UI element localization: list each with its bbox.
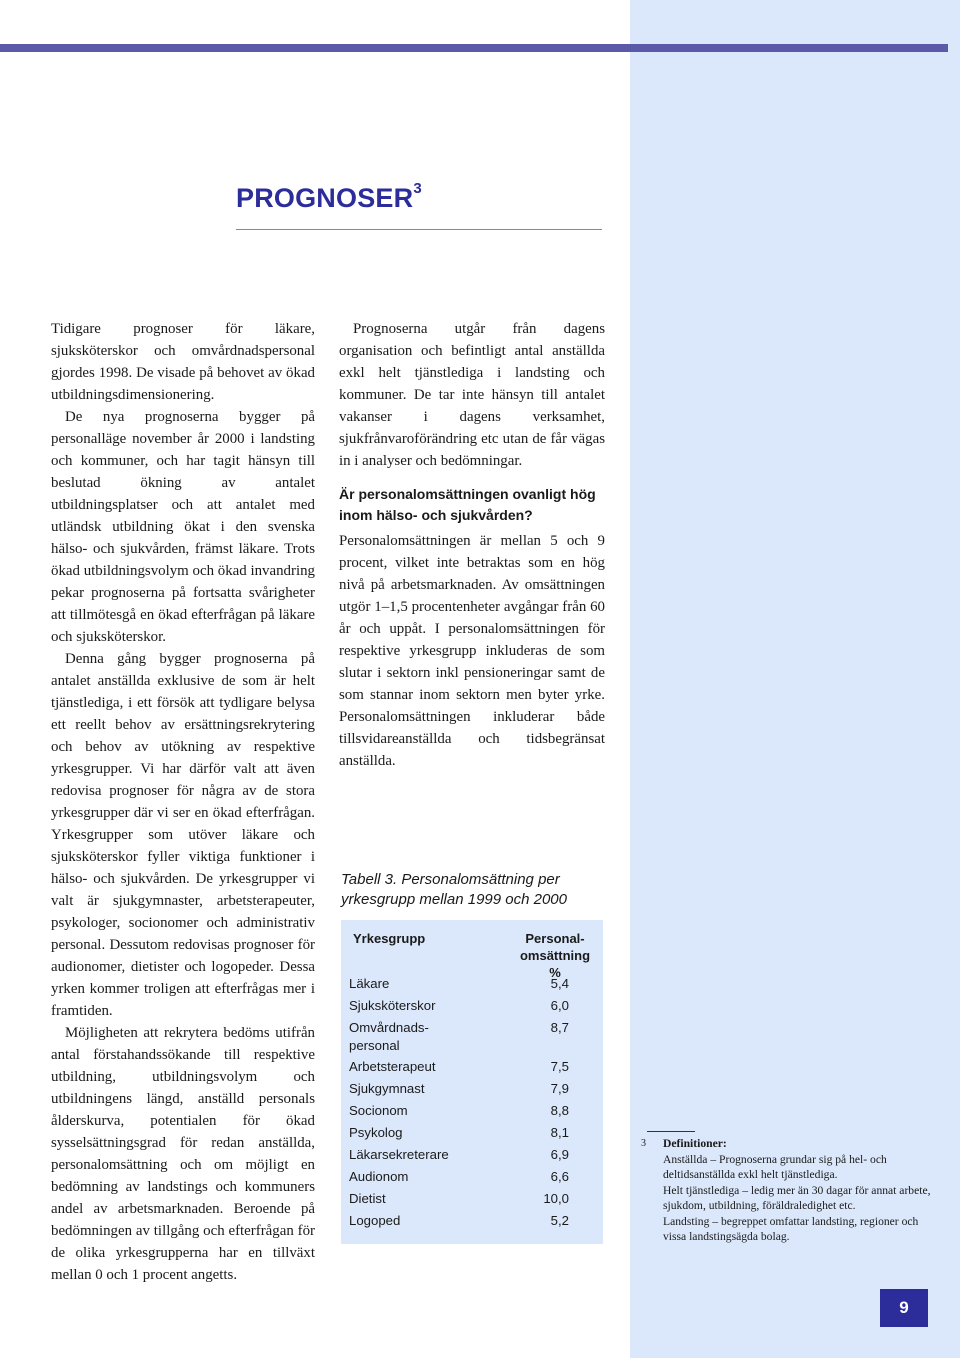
row-name: Läkarsekreterare xyxy=(349,1147,449,1162)
paragraph: Personalomsättningen är mellan 5 och 9 procent, vilket inte betraktas som en hög nivå på arbetsmarknaden. Av omsättningen utgör 1–1,5 procentenheter avgångar från 60 år och uppåt. I personalomsättningen för respektive yrkesgrupp inkluderas de som slutar i sektorn inkl pensioneringar samt de som stannar inom sektorn men byter yrke. Personalomsättningen inkluderar både tillsvidareanställda och tidsbegränsat anställda. xyxy=(339,533,605,769)
row-name: Logoped xyxy=(349,1213,401,1228)
row-name: Socionom xyxy=(349,1103,408,1118)
row-name: Arbetsterapeut xyxy=(349,1059,436,1074)
footnote-mark: 3 xyxy=(641,1138,646,1149)
row-value: 7,9 xyxy=(550,1081,569,1096)
row-value: 6,6 xyxy=(550,1169,569,1184)
footnote-rule xyxy=(647,1131,695,1132)
footnote-line: Landsting – begreppet omfattar landsting, regioner och vissa landstingsägda bolag. xyxy=(663,1214,919,1243)
row-name: Sjukgymnast xyxy=(349,1081,425,1096)
row-value: 8,7 xyxy=(550,1020,569,1035)
section-heading: Är personalomsättningen ovanligt hög inom hälso- och sjukvården? xyxy=(339,486,596,523)
row-value: 7,5 xyxy=(550,1059,569,1074)
row-name: Audionom xyxy=(349,1169,409,1184)
footnote-title: Definitioner: xyxy=(663,1137,727,1150)
paragraph: Möjligheten att rekrytera bedöms utifrån antal förstahandssökande till respektive utbildning, utbildningsvolym och utbildningens längd, anställd personals ålderskurva, potentialen för ökad sysselsättningsgrad för redan anställda, personalomsättning och om möjligt en bedömning av landstings och kommuners andel av arbetsmarknaden. Beroende på bedömningen av tillgång och efterfrågan för de olika yrkesgrupperna har en tillväxt mellan 0 och 1 procent angetts. xyxy=(51,1025,315,1283)
footnote-line: Anställda – Prognoserna grundar sig på hel- och deltidsanställda exkl helt tjänstlediga. xyxy=(663,1152,887,1181)
row-name: Läkare xyxy=(349,976,390,991)
footnote-line: Helt tjänstlediga – ledig mer än 30 dagar för annat arbete, sjukdom, utbildning, föräldraledighet etc. xyxy=(663,1183,931,1212)
table-caption: Tabell 3. Personalomsättning per yrkesgrupp mellan 1999 och 2000 xyxy=(341,871,567,908)
column-header-group: Yrkesgrupp xyxy=(353,931,426,946)
paragraph: Prognoserna utgår från dagens organisation och befintligt antal anställda exkl helt tjänstlediga i landsting och kommuner. De tar inte hänsyn till antalet vakanser i dagens verksamhet, sjukfrånvaroförändring etc utan de får vägas in i analyser och bedömningar. xyxy=(339,321,605,469)
row-value: 8,1 xyxy=(550,1125,569,1140)
row-value: 6,0 xyxy=(550,998,569,1013)
turnover-table xyxy=(341,920,603,1244)
row-name: Sjuksköterskor xyxy=(349,998,436,1013)
row-value: 5,4 xyxy=(550,976,569,991)
text-column-right xyxy=(339,318,605,772)
row-value: 5,2 xyxy=(550,1213,569,1228)
title-footnote-ref: 3 xyxy=(413,180,422,197)
column-header-turnover: Personal- omsättning % xyxy=(519,931,591,980)
page-title: PROGNOSER$^3$ xyxy=(236,180,422,213)
top-bar xyxy=(0,44,948,52)
row-name: Dietist xyxy=(349,1191,386,1206)
paragraph: Tidigare prognoser för läkare, sjuksköterskor och omvårdnadspersonal gjordes 1998. De visade på behovet av ökad utbildningsdimensionering. xyxy=(51,321,315,403)
paragraph: De nya prognoserna bygger på personalläge november år 2000 i landsting och kommuner, och har tagit hänsyn till beslutad ökning av antalet utbildningsplatser och att antalet med utländsk utbildning ökat i den svenska hälso- och sjukvården, främst läkare. Trots ökad utbildningsvolym och ökad invandring pekar prognoserna på fortsatta svårigheter att tillmötesgå en ökad efterfrågan på läkare och sjuksköterskor. xyxy=(51,409,315,645)
footnote-body xyxy=(663,1136,941,1245)
row-name: Psykolog xyxy=(349,1125,403,1140)
page-number: 9 xyxy=(880,1289,928,1327)
title-rule xyxy=(236,229,602,230)
row-value: 10,0 xyxy=(543,1191,569,1206)
paragraph: Denna gång bygger prognoserna på antalet anställda exklusive de som är helt tjänstlediga, i ett försök att tydligare belysa ett reellt behov av ersättningsrekrytering och behov av utökning av respektive yrkesgrupper. Vi har därför valt att även redovisa prognoser för några av de stora yrkesgrupper där vi ser en ökad efterfrågan. Yrkesgrupper som utöver läkare och sjuksköterskor fyller viktiga funktioner i hälso- och sjukvården. De yrkesgrupper vi valt är sjukgymnaster, arbetsterapeuter, psykologer, socionomer och administrativ personal. Dessutom redovisas prognoser för audionomer, dietister och logopeder. Dessa yrken kommer troligen att efterfrågas mer i framtiden. xyxy=(51,651,315,1019)
footnote xyxy=(641,1136,941,1245)
row-value: 6,9 xyxy=(550,1147,569,1162)
text-column-left xyxy=(51,318,315,1286)
row-value: 8,8 xyxy=(550,1103,569,1118)
row-name: Omvårdnads- personal xyxy=(349,1020,429,1053)
